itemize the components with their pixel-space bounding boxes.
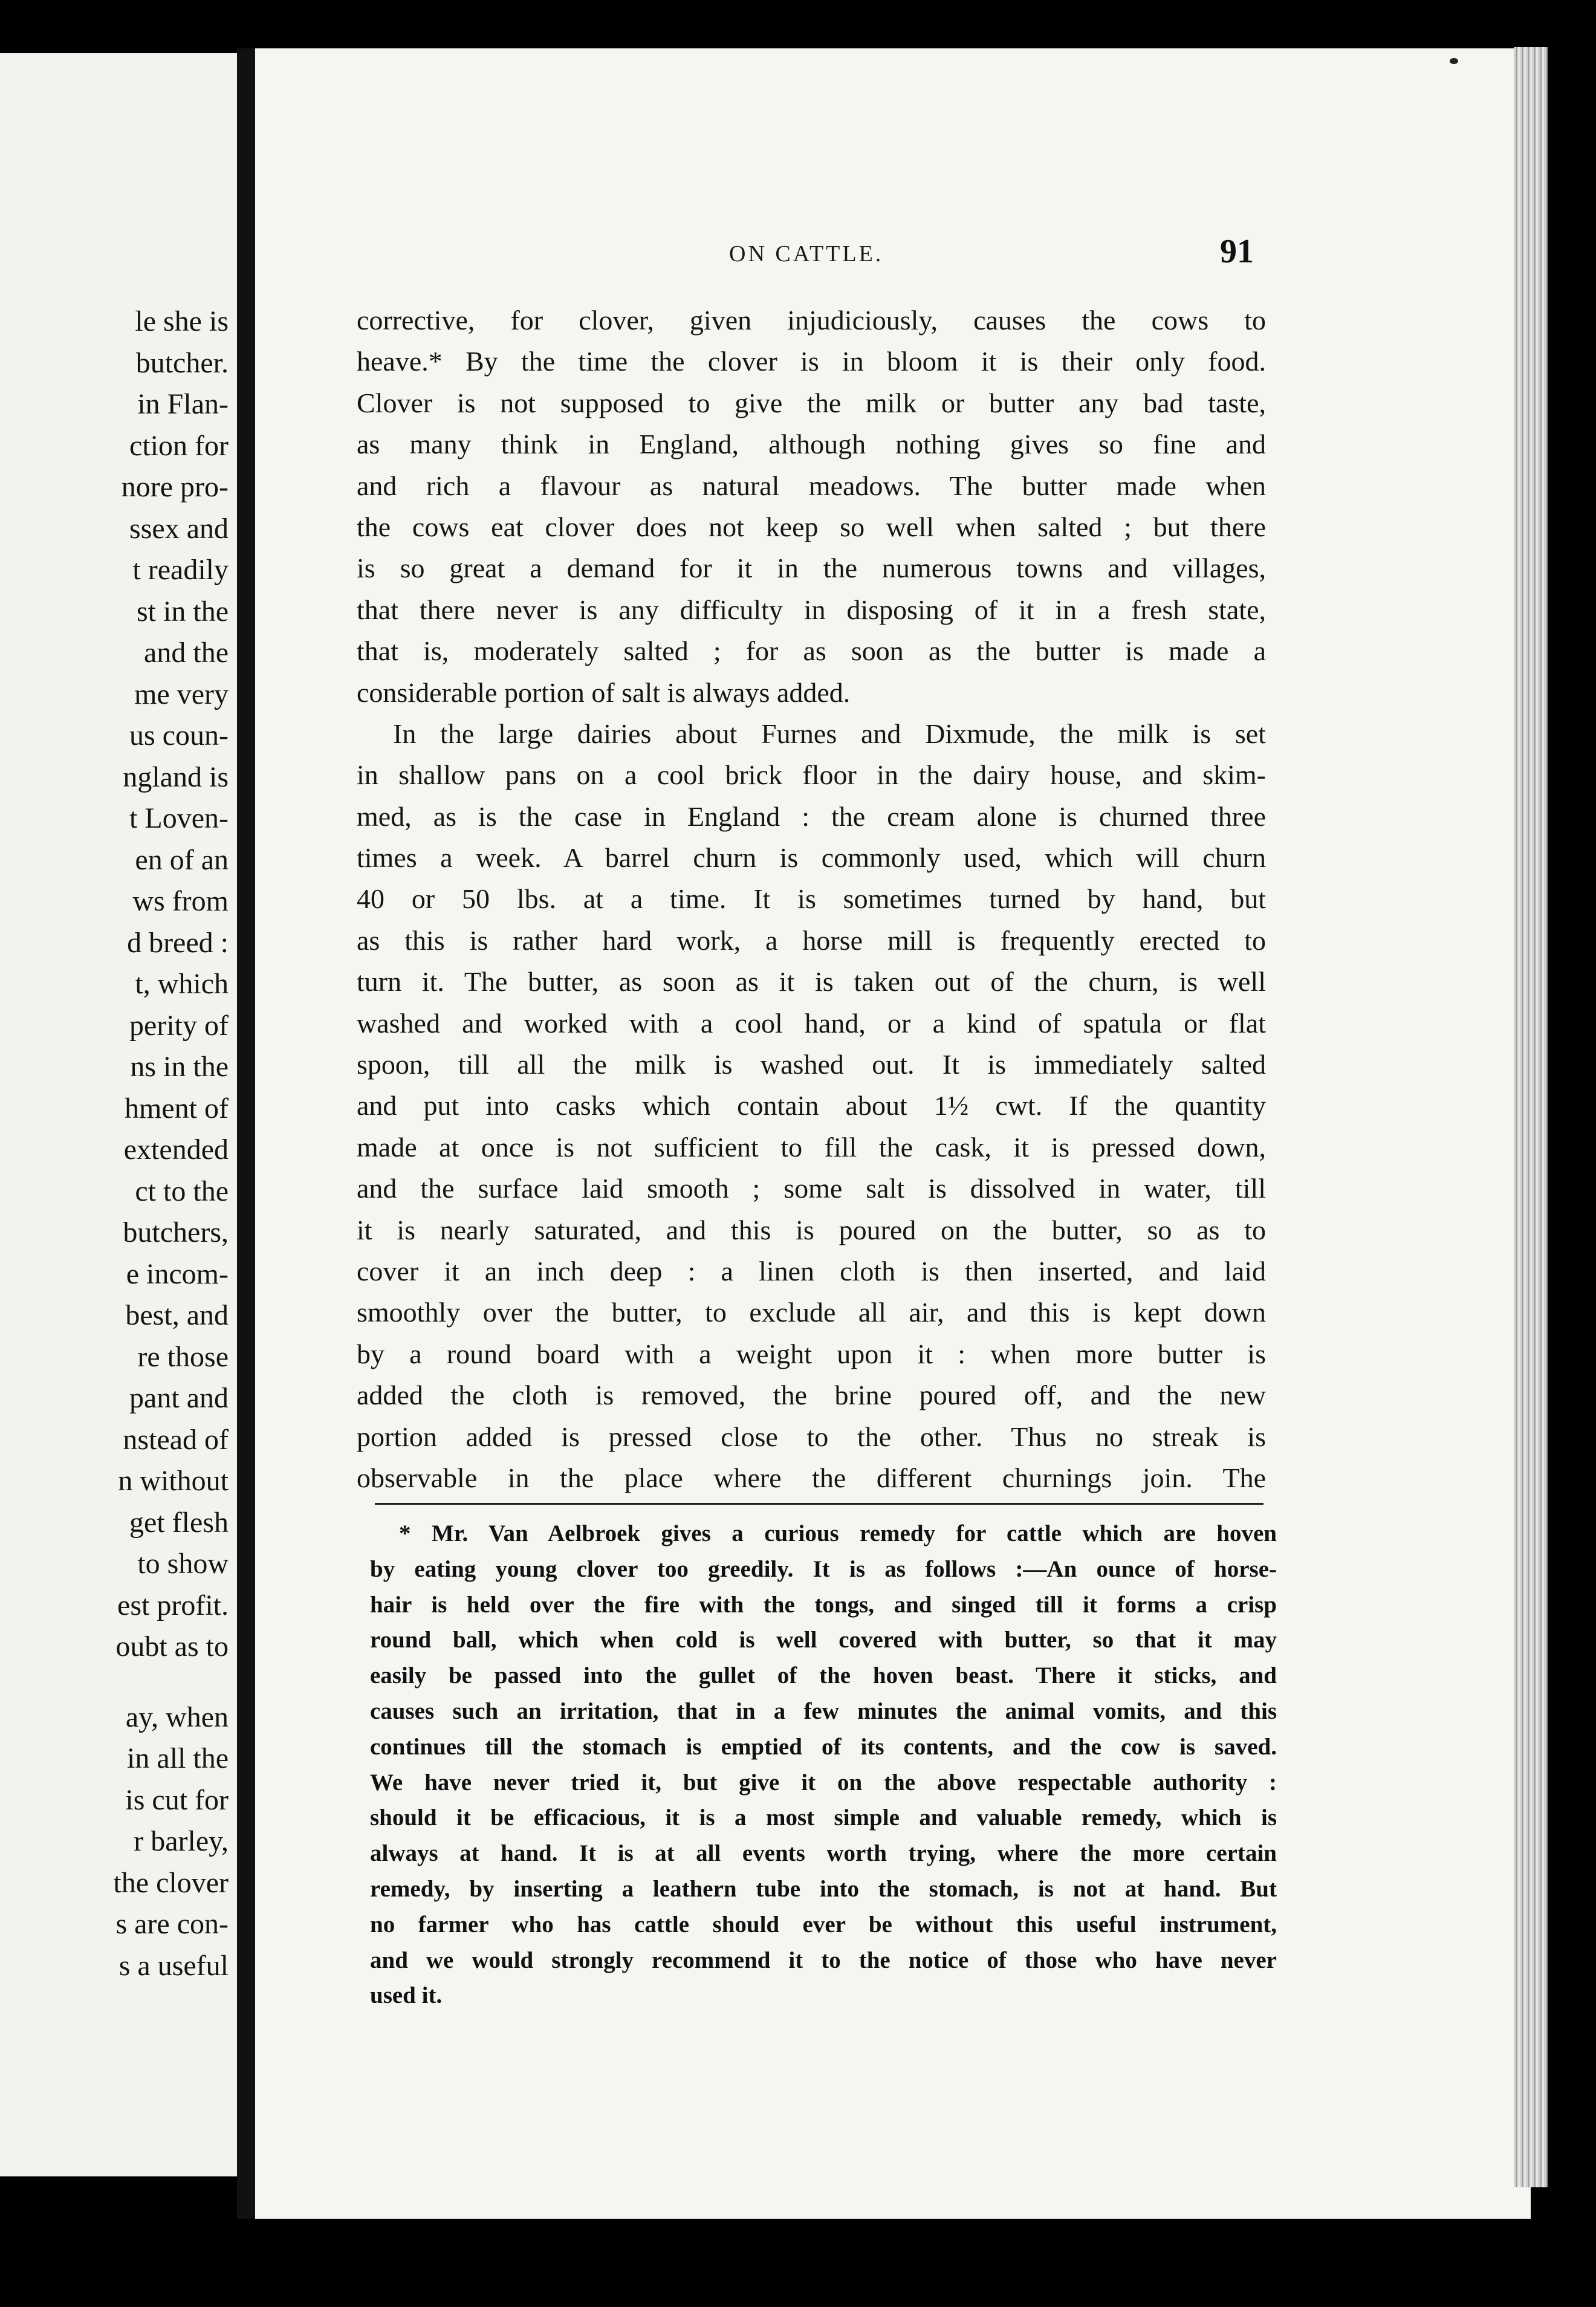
left-text-line: s are con- — [115, 1908, 229, 1940]
left-text-line: best, and — [125, 1299, 229, 1331]
text-line: that there never is any difficulty in disposing of it in a fresh state, — [357, 594, 1266, 625]
left-text-line: ction for — [129, 429, 229, 462]
left-page-text — [0, 301, 229, 1987]
left-text-line: n without — [118, 1465, 229, 1497]
page-header — [729, 233, 1261, 273]
left-page-fragment — [0, 53, 237, 2176]
text-line: always at hand. It is at all events worth trying, where the more certain — [370, 1840, 1277, 1867]
left-gap — [0, 1668, 229, 1697]
left-text-line: and the — [144, 637, 229, 669]
text-line: considerable portion of salt is always added. — [357, 677, 851, 708]
left-text-line: ws from — [132, 885, 229, 917]
text-line: should it be efficacious, it is a most simple and valuable remedy, which is — [370, 1805, 1277, 1831]
text-line: and put into casks which contain about 1½ cwt. If the quantity — [357, 1090, 1266, 1121]
left-text-line: oubt as to — [115, 1630, 229, 1663]
text-line: corrective, for clover, given injudiciously, causes the cows to — [357, 305, 1266, 336]
text-line: and the surface laid smooth ; some salt is dissolved in water, till — [357, 1173, 1266, 1204]
running-title: ON CATTLE. — [729, 241, 884, 267]
text-line: continues till the stomach is emptied of its contents, and the cow is saved. — [370, 1733, 1277, 1760]
text-line: heave.* By the time the clover is in bloom it is their only food. — [357, 346, 1266, 377]
page-number: 91 — [1220, 233, 1254, 270]
left-text-line: us coun- — [129, 719, 229, 751]
text-line: smoothly over the butter, to exclude all air, and this is kept down — [357, 1297, 1266, 1328]
left-text-line: nore pro- — [121, 471, 229, 503]
left-text-line: s a useful — [118, 1949, 229, 1982]
text-line: In the large dairies about Furnes and Dixmude, the milk is set — [393, 718, 1266, 749]
text-line: as this is rather hard work, a horse mill is frequently erected to — [357, 924, 1266, 956]
footnote — [370, 1516, 1277, 2014]
text-line: med, as is the case in England : the cream alone is churned three — [357, 800, 1266, 832]
text-line: spoon, till all the milk is washed out. It is immediately salted — [357, 1049, 1266, 1080]
left-text-line: in Flan- — [137, 388, 229, 420]
left-text-line: in all the — [127, 1742, 229, 1774]
text-line: that is, moderately salted ; for as soon as the butter is made a — [357, 635, 1266, 667]
left-text-line: t readily — [132, 554, 229, 586]
footnote-rule — [375, 1503, 1264, 1505]
text-line: times a week. A barrel churn is commonly used, which will churn — [357, 842, 1266, 874]
text-line: cover it an inch deep : a linen cloth is then inserted, and laid — [357, 1255, 1266, 1287]
text-line: no farmer who has cattle should ever be without this useful instrument, — [370, 1911, 1277, 1938]
left-text-line: r barley, — [134, 1825, 229, 1857]
text-line: remedy, by inserting a leathern tube into the stomach, is not at hand. But — [370, 1875, 1277, 1902]
left-text-line: en of an — [135, 843, 229, 876]
text-line: turn it. The butter, as soon as it is taken out of the churn, is well — [357, 966, 1266, 998]
left-text-line: e incom- — [126, 1257, 229, 1290]
text-line: observable in the place where the different churnings join. The — [357, 1462, 1266, 1493]
text-line: the cows eat clover does not keep so well when salted ; but there — [357, 511, 1266, 542]
text-line: causes such an irritation, that in a few minutes the animal vomits, and this — [370, 1698, 1277, 1724]
left-text-line: pant and — [129, 1382, 229, 1414]
text-line: added the cloth is removed, the brine poured off, and the new — [357, 1380, 1266, 1411]
text-line: hair is held over the fire with the tongs, and singed till it forms a crisp — [370, 1591, 1277, 1618]
text-line: portion added is pressed close to the other. Thus no streak is — [357, 1421, 1266, 1452]
left-text-line: st in the — [137, 595, 229, 628]
left-text-line: get flesh — [129, 1506, 229, 1539]
text-line: and we would strongly recommend it to the notice of those who have never — [370, 1947, 1277, 1973]
text-line: by a round board with a weight upon it : when more butter is — [357, 1338, 1266, 1369]
left-text-line: d breed : — [127, 926, 229, 959]
text-line: We have never tried it, but give it on the above respectable authority : — [370, 1769, 1277, 1796]
left-text-line: ngland is — [123, 761, 229, 793]
text-line: easily be passed into the gullet of the hoven beast. There it sticks, and — [370, 1663, 1277, 1689]
text-line: washed and worked with a cool hand, or a kind of spatula or flat — [357, 1007, 1266, 1039]
text-line: as many think in England, although nothing gives so fine and — [357, 429, 1266, 460]
left-text-line: ssex and — [129, 512, 229, 545]
left-text-line: to show — [137, 1548, 229, 1580]
text-line: 40 or 50 lbs. at a time. It is sometimes turned by hand, but — [357, 883, 1266, 915]
left-text-line: t, which — [135, 968, 229, 1000]
left-text-line: nstead of — [123, 1423, 229, 1456]
left-text-line: is cut for — [125, 1783, 229, 1816]
text-line: in shallow pans on a cool brick floor in the dairy house, and skim- — [357, 759, 1266, 791]
text-line: * Mr. Van Aelbroek gives a curious remedy for cattle which are hoven — [399, 1520, 1277, 1546]
text-line: Clover is not supposed to give the milk or butter any bad taste, — [357, 387, 1266, 418]
page-edge — [1514, 47, 1548, 2187]
left-text-line: ns in the — [130, 1051, 229, 1083]
left-text-line: hment of — [125, 1092, 229, 1124]
text-line: and rich a flavour as natural meadows. The butter made when — [357, 470, 1266, 501]
left-text-line: t Loven- — [129, 802, 229, 834]
text-line: used it. — [370, 1982, 443, 2009]
text-line: round ball, which when cold is well covered with butter, so that it may — [370, 1627, 1277, 1653]
left-text-line: me very — [134, 678, 229, 710]
text-line: made at once is not sufficient to fill the cask, it is pressed down, — [357, 1131, 1266, 1163]
left-text-line: ct to the — [135, 1175, 229, 1207]
left-text-line: the clover — [113, 1866, 229, 1899]
left-text-line: perity of — [129, 1009, 229, 1042]
left-text-line: est profit. — [117, 1589, 229, 1621]
left-text-line: butcher. — [135, 346, 229, 379]
text-line: by eating young clover too greedily. It is as follows :—An ounce of horse- — [370, 1556, 1277, 1582]
left-text-line: re those — [137, 1340, 229, 1373]
ink-mark — [1450, 58, 1458, 64]
left-text-line: ay, when — [125, 1701, 229, 1733]
left-text-line: extended — [123, 1134, 229, 1166]
text-line: is so great a demand for it in the numerous towns and villages, — [357, 553, 1266, 584]
left-text-line: butchers, — [123, 1216, 229, 1248]
left-text-line: le she is — [135, 305, 229, 337]
body-text — [357, 300, 1266, 1499]
text-line: it is nearly saturated, and this is poured on the butter, so as to — [357, 1214, 1266, 1245]
